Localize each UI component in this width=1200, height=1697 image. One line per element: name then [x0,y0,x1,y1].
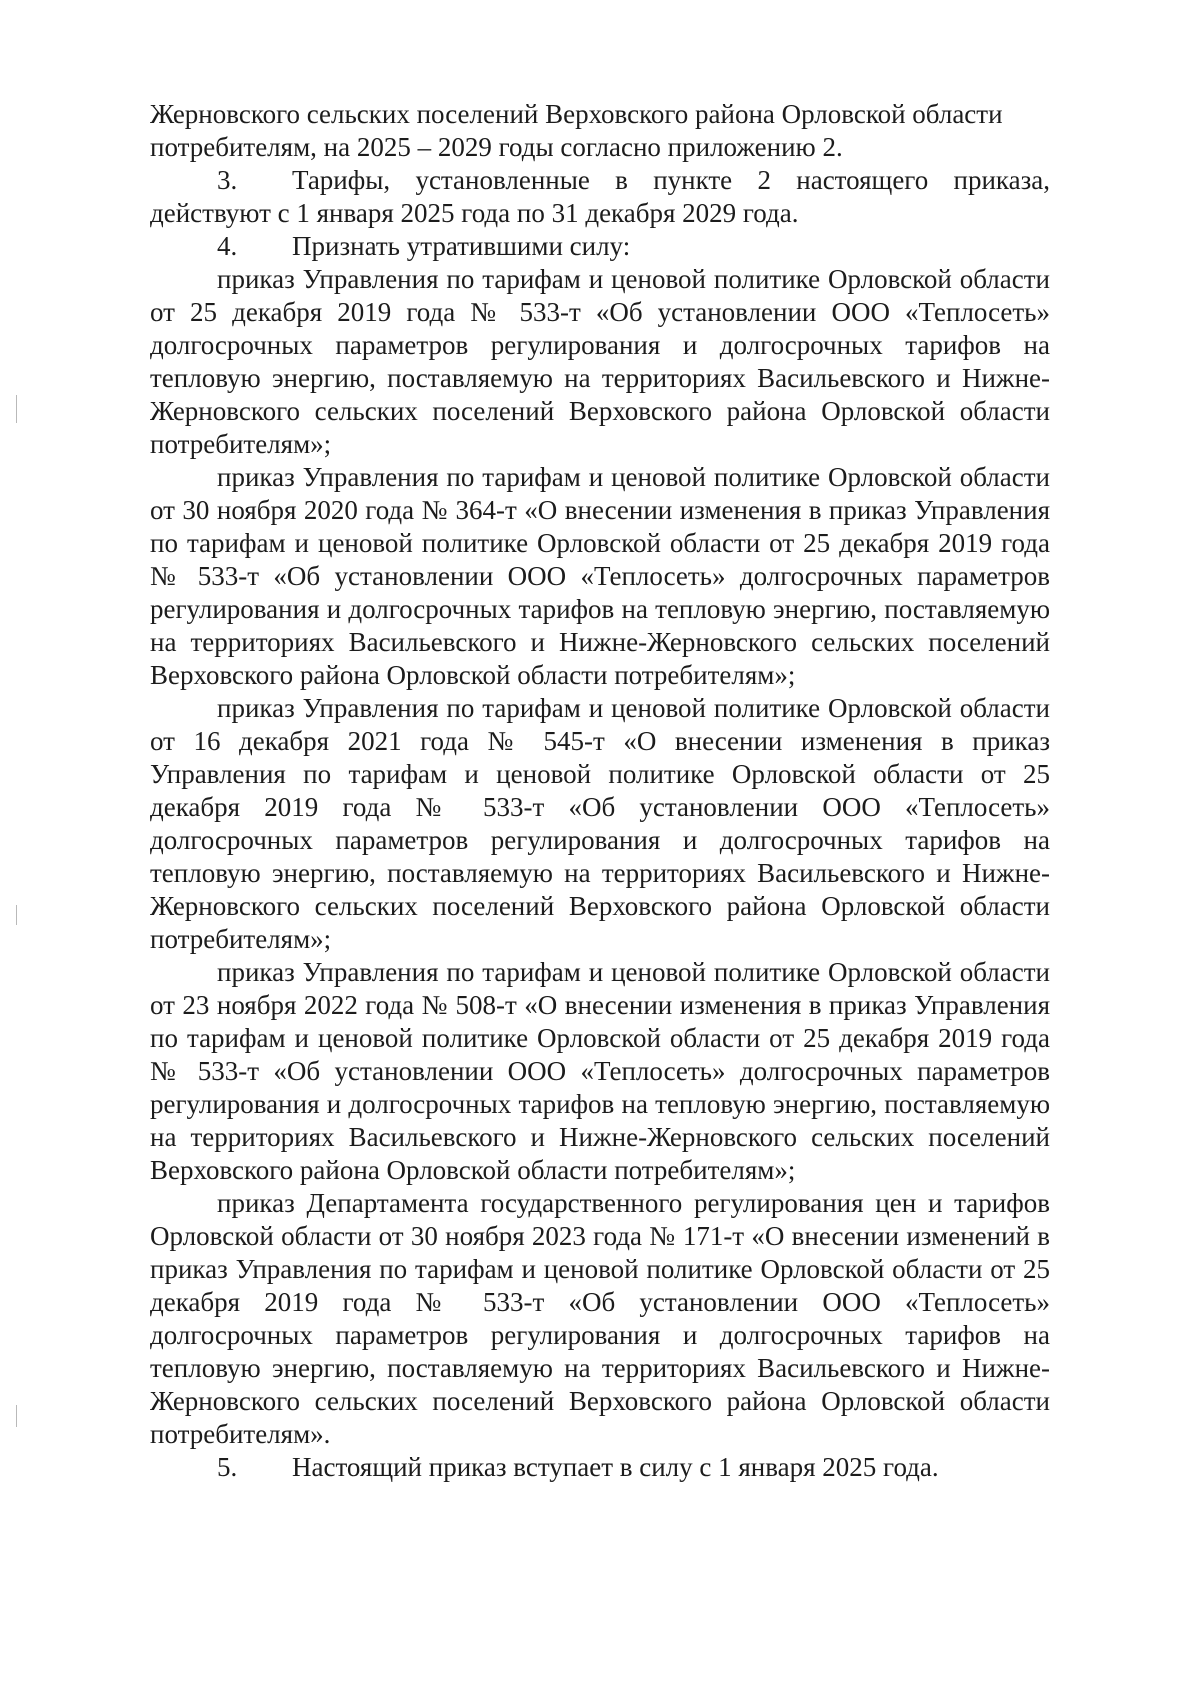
item-5 [150,1451,1050,1484]
intro-line-2: потребителям, на 2025 – 2029 годы согласно приложению 2. [150,132,843,162]
repealed-order-1: приказ Управления по тарифам и ценовой политике Орловской области от 25 декабря 2019 года № 533-т «Об установлении ООО «Теплосеть» долгосрочных параметров регулирования и долгосрочных тарифов на тепловую энергию, поставляемую на территориях Васильевского и Нижне-Жерновского сельских поселений Верховского района Орловской области потребителям»; [150,264,1050,459]
intro-line-1: Жерновского сельских поселений Верховского района Орловской области [150,99,1003,129]
item-number: 3. [217,165,238,195]
scan-edge-mark [16,1405,17,1427]
item-number: 4. [217,231,238,261]
repealed-order-5: приказ Департамента государственного регулирования цен и тарифов Орловской области от 30 ноября 2023 года № 171-т «О внесении изменений в приказ Управления по тарифам и ценовой политике Орловской области от 25 декабря 2019 года № 533-т «Об установлении ООО «Теплосеть» долгосрочных параметров регулирования и долгосрочных тарифов на тепловую энергию, поставляемую на территориях Васильевского и Нижне-Жерновского сельских поселений Верховского района Орловской области потребителям». [150,1188,1050,1449]
intro-paragraph [150,98,1050,164]
item-3 [150,164,1050,230]
scan-edge-mark [16,395,17,423]
repealed-order-3: приказ Управления по тарифам и ценовой политике Орловской области от 16 декабря 2021 года № 545-т «О внесении изменения в приказ Управления по тарифам и ценовой политике Орловской области от 25 декабря 2019 года № 533-т «Об установлении ООО «Теплосеть» долгосрочных параметров регулирования и долгосрочных тарифов на тепловую энергию, поставляемую на территориях Васильевского и Нижне-Жерновского сельских поселений Верховского района Орловской области потребителям»; [150,693,1050,954]
item-4 [150,230,1050,263]
repealed-order-4: приказ Управления по тарифам и ценовой политике Орловской области от 23 ноября 2022 года № 508-т «О внесении изменения в приказ Управления по тарифам и ценовой политике Орловской области от 25 декабря 2019 года № 533-т «Об установлении ООО «Теплосеть» долгосрочных параметров регулирования и долгосрочных тарифов на тепловую энергию, поставляемую на территориях Васильевского и Нижне-Жерновского сельских поселений Верховского района Орловской области потребителям»; [150,957,1050,1185]
item-text: Тарифы, установленные в пункте 2 настоящего приказа, действуют с 1 января 2025 года по 31 декабря 2029 года. [150,165,1050,228]
item-number: 5. [217,1452,238,1482]
scan-edge-mark [16,905,17,925]
document-body [150,98,1050,1484]
item-text: Признать утратившими силу: [292,231,631,261]
item-text: Настоящий приказ вступает в силу с 1 января 2025 года. [292,1452,939,1482]
repealed-order-2: приказ Управления по тарифам и ценовой политике Орловской области от 30 ноября 2020 года № 364-т «О внесении изменения в приказ Управления по тарифам и ценовой политике Орловской области от 25 декабря 2019 года № 533-т «Об установлении ООО «Теплосеть» долгосрочных параметров регулирования и долгосрочных тарифов на тепловую энергию, поставляемую на территориях Васильевского и Нижне-Жерновского сельских поселений Верховского района Орловской области потребителям»; [150,462,1050,690]
